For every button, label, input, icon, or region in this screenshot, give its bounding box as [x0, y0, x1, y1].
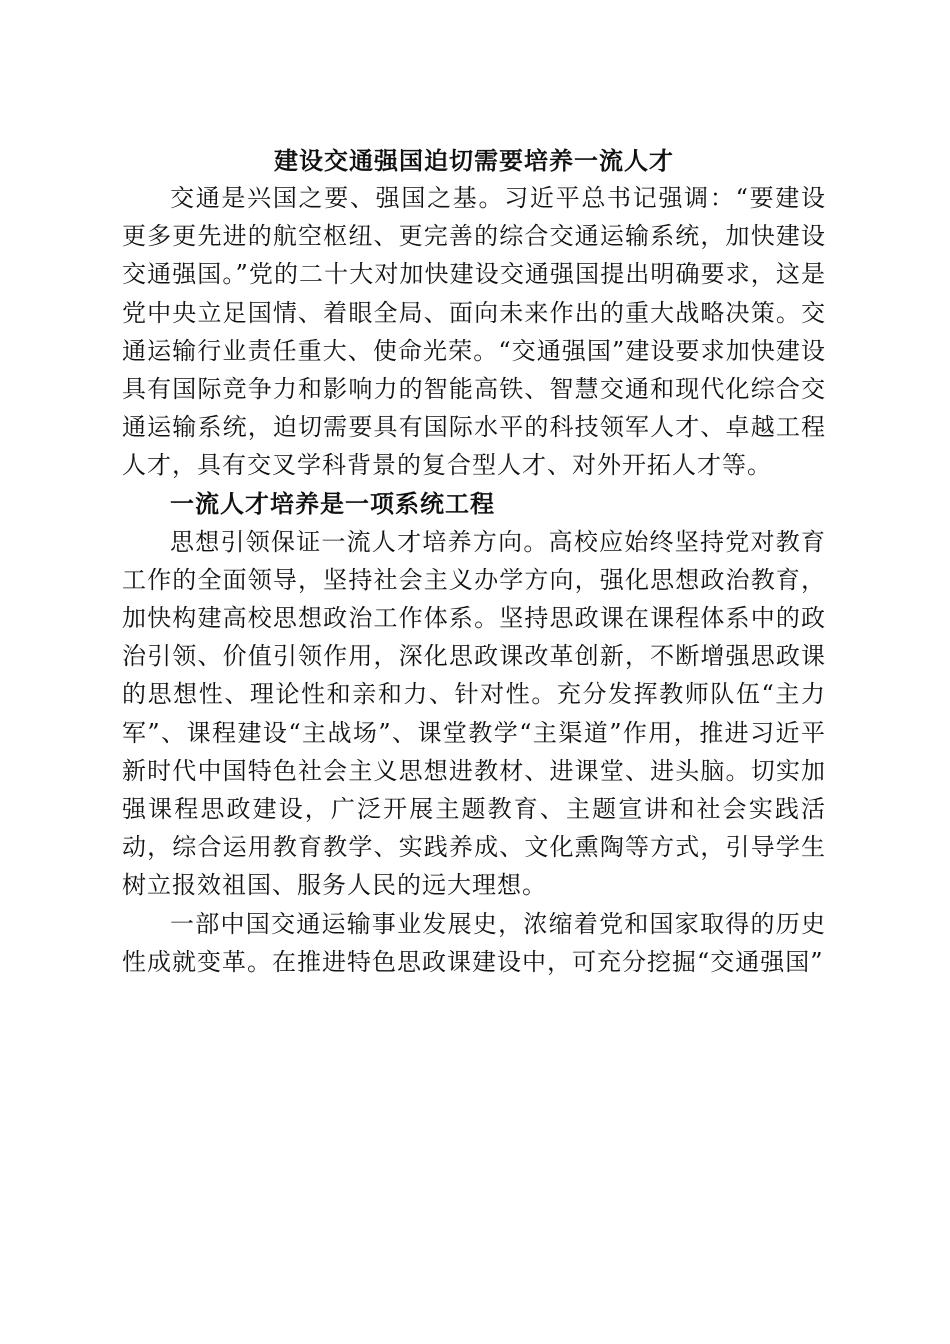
section-paragraph-2: 一部中国交通运输事业发展史，浓缩着党和国家取得的历史性成就变革。在推进特色思政课建设中，可充分挖掘“交通强国” [122, 909, 826, 976]
section-paragraph-1: 思想引领保证一流人才培养方向。高校应始终坚持党对教育工作的全面领导，坚持社会主义办学方向，强化思想政治教育，加快构建高校思想政治工作体系。坚持思政课在课程体系中的政治引领、价值引领作用，深化思政课改革创新，不断增强思政课的思想性、理论性和亲和力、针对性。充分发挥教师队伍“主力军”、课程建设“主战场”、课堂教学“主渠道”作用，推进习近平新时代中国特色社会主义思想进教材、进课堂、进头脑。切实加强课程思政建设，广泛开展主题教育、主题宣讲和社会实践活动，综合运用教育教学、实践养成、文化熏陶等方式，引导学生树立报效祖国、服务人民的远大理想。 [122, 527, 826, 900]
document-title: 建设交通强国迫切需要培养一流人才 [274, 146, 674, 175]
section-heading: 一流人才培养是一项系统工程 [170, 488, 495, 518]
document-body [122, 143, 826, 981]
intro-paragraph: 交通是兴国之要、强国之基。习近平总书记强调：“要建设更多更先进的航空枢纽、更完善的综合交通运输系统，加快建设交通强国。”党的二十大对加快建设交通强国提出明确要求，这是党中央立足国情、着眼全局、面向未来作出的重大战略决策。交通运输行业责任重大、使命光荣。“交通强国”建设要求加快建设具有国际竞争力和影响力的智能高铁、智慧交通和现代化综合交通运输系统，迫切需要具有国际水平的科技领军人才、卓越工程人才，具有交叉学科背景的复合型人才、对外开拓人才等。 [122, 184, 826, 480]
